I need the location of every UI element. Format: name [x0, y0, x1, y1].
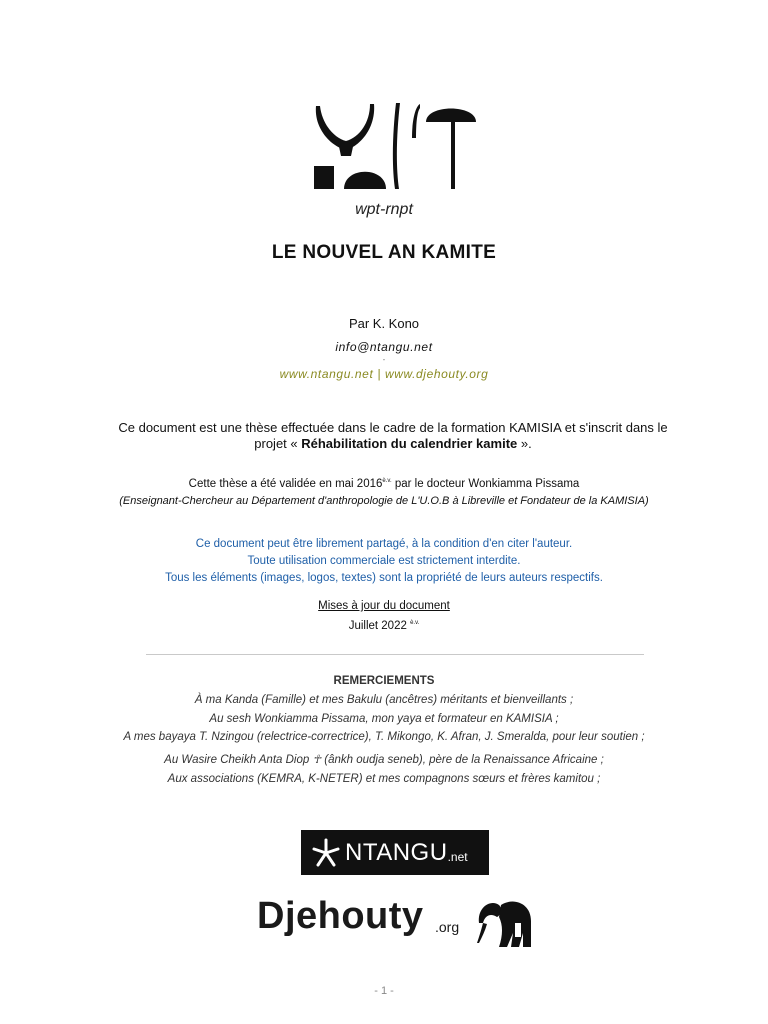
license-line-1: Ce document peut être librement partagé, à la condition d'en citer l'auteur. [195, 538, 573, 550]
acknowledgement-line: Au Wasire Cheikh Anta Diop ☥ (ânkh oudja seneb), père de la Renaissance Africaine ; [164, 754, 604, 766]
updates-date [0, 620, 768, 632]
license-line-3: Tous les éléments (images, logos, textes) sont la propriété de leurs auteurs respectifs. [165, 572, 603, 584]
separator: - [382, 355, 386, 364]
author-byline: Par K. Kono [348, 316, 420, 331]
website-links[interactable]: www.ntangu.net | www.djehouty.org [279, 367, 489, 381]
page-number: - 1 - [374, 985, 394, 997]
era-mark: è.v. [382, 478, 392, 485]
updates-era-mark: è.v. [410, 620, 420, 627]
djehouty-wordmark: Djehouty [257, 895, 424, 937]
ntangu-extension: .net [447, 849, 468, 864]
thesis-statement [110, 420, 676, 452]
djehouty-logo [257, 890, 537, 950]
license-line-2: Toute utilisation commerciale est strictement interdite. [247, 555, 521, 567]
divider [146, 654, 644, 655]
acknowledgements-title: REMERCIEMENTS [333, 675, 435, 687]
ntangu-wordmark: NTANGU [345, 838, 448, 866]
thesis-intro: Ce document est une thèse effectuée dans le cadre de la formation KAMISIA et s'inscrit dans le projet « [118, 420, 668, 451]
ibis-icon [473, 893, 533, 949]
document-title: LE NOUVEL AN KAMITE [271, 242, 497, 263]
transliteration: wpt-rnpt [355, 201, 413, 218]
djehouty-extension: .org [435, 919, 460, 935]
star-icon [311, 838, 341, 868]
validation-suffix: par le docteur Wonkiamma Pissama [391, 478, 580, 490]
thesis-outro: ». [517, 436, 532, 451]
validation-line [0, 478, 768, 490]
author-email[interactable]: info@ntangu.net [335, 340, 433, 354]
validation-prefix: Cette thèse a été validée en mai 2016 [188, 478, 383, 490]
acknowledgement-line: Au sesh Wonkiamma Pissama, mon yaya et formateur en KAMISIA ; [209, 713, 559, 725]
acknowledgement-line: Aux associations (KEMRA, K-NETER) et mes compagnons sœurs et frères kamitou ; [167, 773, 601, 785]
updates-label: Mises à jour du document [318, 600, 450, 612]
hieroglyph-logo [308, 98, 478, 193]
project-name: Réhabilitation du calendrier kamite [301, 436, 518, 451]
updates-date-text: Juillet 2022 [348, 620, 407, 632]
ntangu-logo [301, 830, 489, 875]
acknowledgement-line: A mes bayaya T. Nzingou (relectrice-correctrice), T. Mikongo, K. Afran, J. Smeralda, pour leur soutien ; [123, 731, 645, 743]
acknowledgement-line: À ma Kanda (Famille) et mes Bakulu (ancêtres) méritants et bienveillants ; [194, 694, 574, 706]
affiliation: (Enseignant-Chercheur au Département d'anthropologie de L'U.O.B à Libreville et Fondateur de la KAMISIA) [119, 495, 649, 507]
